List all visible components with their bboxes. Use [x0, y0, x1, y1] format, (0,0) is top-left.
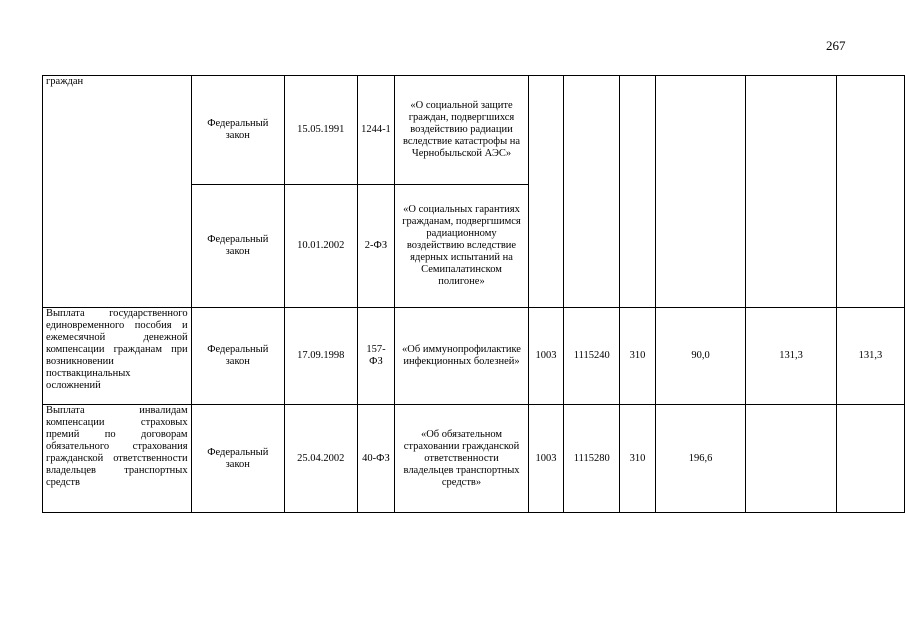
act-type-cell: Федеральный закон: [191, 308, 284, 405]
expense-kind-cell: 310: [620, 308, 656, 405]
payment-name-cell: граждан: [43, 76, 192, 308]
budget-table: [42, 75, 905, 513]
act-date-cell: 25.04.2002: [284, 405, 357, 513]
amount-cell: 131,3: [746, 308, 837, 405]
act-title-cell: «Об обязательном страховании гражданской ответственности владельцев транспортных средств»: [395, 405, 528, 513]
amount-cell: [746, 405, 837, 513]
act-title-cell: «О социальных гарантиях гражданам, подвергшимся радиационному воздействию вследствие ядерных испытаний на Семипалатинском полигоне»: [395, 185, 528, 308]
page-number: 267: [826, 38, 846, 53]
section-code-cell: 1003: [528, 405, 564, 513]
act-title-cell: «Об иммунопрофилактике инфекционных болезней»: [395, 308, 528, 405]
act-date-cell: 15.05.1991: [284, 76, 357, 185]
amount-cell: [746, 76, 837, 308]
act-date-cell: 10.01.2002: [284, 185, 357, 308]
section-code-cell: [528, 76, 564, 308]
amount-cell: [836, 76, 904, 308]
amount-cell: [836, 405, 904, 513]
payment-name-cell: Выплата инвалидам компенсации страховых премий по договорам обязательного страхования гражданской ответственности владельцев транспортных средств: [43, 405, 192, 513]
amount-cell: 131,3: [836, 308, 904, 405]
payment-name-cell: Выплата государственного единовременного пособия и ежемесячной денежной компенсации гражданам при возникновении поствакцинальных осложнений: [43, 308, 192, 405]
target-article-cell: [564, 76, 620, 308]
act-type-cell: Федеральный закон: [191, 405, 284, 513]
amount-cell: 90,0: [655, 308, 746, 405]
act-number-cell: 2-ФЗ: [357, 185, 395, 308]
table-row: [43, 76, 905, 185]
act-title-cell: «О социальной защите граждан, подвергшихся воздействию радиации вследствие катастрофы на Чернобыльской АЭС»: [395, 76, 528, 185]
section-code-cell: 1003: [528, 308, 564, 405]
table-row: [43, 405, 905, 513]
expense-kind-cell: 310: [620, 405, 656, 513]
expense-kind-cell: [620, 76, 656, 308]
amount-cell: [655, 76, 746, 308]
target-article-cell: 1115280: [564, 405, 620, 513]
act-number-cell: 157-ФЗ: [357, 308, 395, 405]
act-type-cell: Федеральный закон: [191, 76, 284, 185]
act-number-cell: 1244-1: [357, 76, 395, 185]
amount-cell: 196,6: [655, 405, 746, 513]
table-row: [43, 308, 905, 405]
act-date-cell: 17.09.1998: [284, 308, 357, 405]
act-number-cell: 40-ФЗ: [357, 405, 395, 513]
act-type-cell: Федеральный закон: [191, 185, 284, 308]
target-article-cell: 1115240: [564, 308, 620, 405]
